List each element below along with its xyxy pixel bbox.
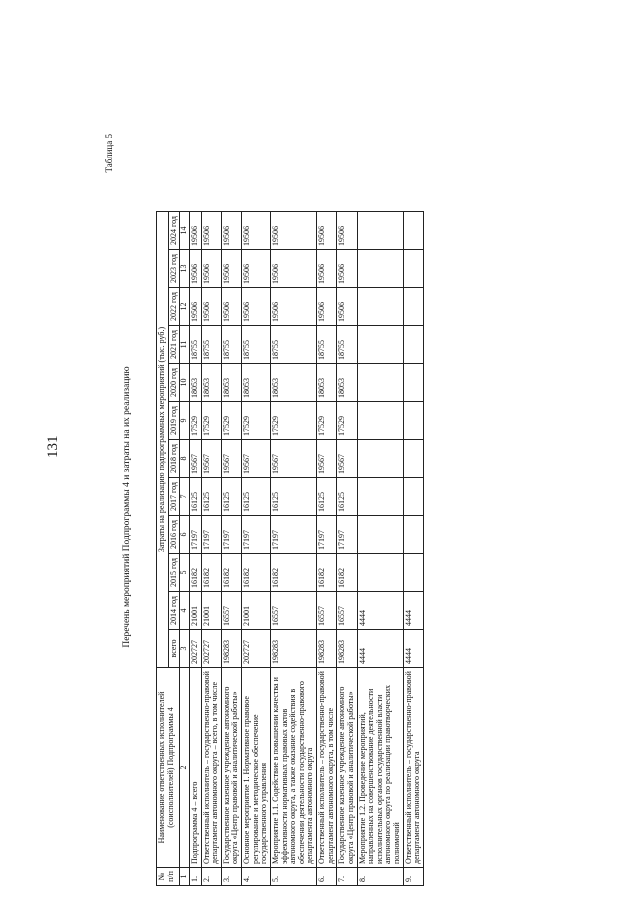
row-name: Мероприятие 1.1. Содействие в повышении качества и эффективности нормативных правовых актов автономного округа, а также оказание содействия в обеспечении деятельности государственно-правового департамента автономного округа: [270, 668, 316, 868]
row-year-value: 17197: [221, 516, 241, 554]
row-year-value: 19567: [189, 440, 201, 478]
row-year-value: [357, 478, 403, 516]
table-label: Таблица 5: [104, 134, 114, 173]
header-total: всего: [168, 630, 180, 668]
row-total-value: 198283: [221, 630, 241, 668]
row-year-value: 19506: [270, 250, 316, 288]
row-year-value: [357, 516, 403, 554]
row-year-value: [357, 554, 403, 592]
row-year-value: 18755: [270, 326, 316, 364]
row-year-value: [357, 326, 403, 364]
row-year-value: 17529: [189, 402, 201, 440]
column-number: 7: [180, 478, 190, 516]
row-number: 2.: [201, 868, 221, 886]
row-year-value: 18053: [317, 364, 337, 402]
row-year-value: 19506: [242, 288, 271, 326]
row-year-value: [403, 250, 423, 288]
row-year-value: 17529: [317, 402, 337, 440]
row-year-value: 17197: [337, 516, 357, 554]
row-total-value: 202727: [201, 630, 221, 668]
row-total-value: 202727: [242, 630, 271, 668]
row-year-value: 17197: [189, 516, 201, 554]
row-year-value: 16182: [242, 554, 271, 592]
row-number: 9.: [403, 868, 423, 886]
row-year-value: [403, 364, 423, 402]
row-year-value: 17197: [317, 516, 337, 554]
table-row: [242, 212, 271, 886]
header-name: Наименование ответственных исполнителей (соисполнителей) Подпрограммы 4: [157, 668, 180, 868]
row-year-value: [357, 212, 403, 250]
row-year-value: 16557: [337, 592, 357, 630]
row-year-value: [403, 326, 423, 364]
row-year-value: 16125: [242, 478, 271, 516]
row-year-value: 19567: [337, 440, 357, 478]
row-year-value: 18755: [201, 326, 221, 364]
header-year: 2014 год: [168, 592, 180, 630]
row-year-value: [403, 516, 423, 554]
row-number: 1.: [189, 868, 201, 886]
row-year-value: 16125: [270, 478, 316, 516]
row-total-value: 198283: [337, 630, 357, 668]
row-year-value: 18053: [242, 364, 271, 402]
row-name: Государственное казенное учреждение автономного округа «Центр правовой и аналитической работы»: [221, 668, 241, 868]
row-year-value: [403, 288, 423, 326]
header-year: 2024 год: [168, 212, 180, 250]
table-row: [317, 212, 337, 886]
row-year-value: 18755: [242, 326, 271, 364]
row-year-value: 19506: [221, 288, 241, 326]
row-year-value: 16182: [201, 554, 221, 592]
row-year-value: 19506: [189, 288, 201, 326]
header-year: 2021 год: [168, 326, 180, 364]
row-year-value: 4444: [403, 592, 423, 630]
row-year-value: [357, 440, 403, 478]
row-year-value: 21001: [189, 592, 201, 630]
column-number: 9: [180, 402, 190, 440]
row-year-value: 19567: [270, 440, 316, 478]
row-year-value: 16125: [337, 478, 357, 516]
row-year-value: 17197: [201, 516, 221, 554]
document-page-rotated: [104, 122, 544, 892]
column-number: 5: [180, 554, 190, 592]
row-year-value: 16557: [221, 592, 241, 630]
row-total-value: 198283: [270, 630, 316, 668]
row-year-value: [403, 212, 423, 250]
row-year-value: 21001: [201, 592, 221, 630]
column-number: 3: [180, 630, 190, 668]
row-year-value: 17529: [270, 402, 316, 440]
table-row: [357, 212, 403, 886]
row-year-value: 16182: [270, 554, 316, 592]
row-year-value: [403, 478, 423, 516]
row-year-value: 16557: [317, 592, 337, 630]
row-year-value: 18755: [221, 326, 241, 364]
column-number: 1: [180, 868, 190, 886]
row-year-value: 19506: [242, 250, 271, 288]
row-year-value: 17197: [242, 516, 271, 554]
row-year-value: 18755: [337, 326, 357, 364]
row-name: Ответственный исполнитель – государственно-правовой департамент автономного округа, в том числе: [317, 668, 337, 868]
column-number-row: [180, 212, 190, 886]
row-year-value: 19506: [189, 250, 201, 288]
table-row: [221, 212, 241, 886]
header-num: № п/п: [157, 868, 180, 886]
row-year-value: 19506: [242, 212, 271, 250]
table-row: [201, 212, 221, 886]
row-year-value: [403, 554, 423, 592]
row-year-value: [357, 288, 403, 326]
column-number: 13: [180, 250, 190, 288]
row-year-value: 16182: [221, 554, 241, 592]
row-total-value: 202727: [189, 630, 201, 668]
row-year-value: 18053: [221, 364, 241, 402]
row-name: Ответственный исполнитель – государственно-правовой департамент автономного округа: [403, 668, 423, 868]
row-year-value: 16182: [317, 554, 337, 592]
row-year-value: 19506: [317, 250, 337, 288]
row-year-value: 19506: [221, 250, 241, 288]
table-row: [189, 212, 201, 886]
row-year-value: 18053: [270, 364, 316, 402]
row-year-value: 19506: [317, 212, 337, 250]
row-name: Подпрограмма 4 – всего: [189, 668, 201, 868]
header-row-top: [157, 212, 169, 886]
row-total-value: 4444: [403, 630, 423, 668]
column-number: 8: [180, 440, 190, 478]
row-year-value: 19506: [201, 250, 221, 288]
row-year-value: 19506: [221, 212, 241, 250]
column-number: 10: [180, 364, 190, 402]
row-year-value: 17529: [201, 402, 221, 440]
row-year-value: 19506: [270, 212, 316, 250]
row-year-value: 16557: [270, 592, 316, 630]
header-year: 2020 год: [168, 364, 180, 402]
header-year: 2019 год: [168, 402, 180, 440]
row-year-value: 4444: [357, 592, 403, 630]
row-year-value: 19506: [201, 288, 221, 326]
header-year: 2017 год: [168, 478, 180, 516]
row-year-value: 17529: [221, 402, 241, 440]
costs-table: [156, 211, 424, 886]
row-year-value: 19567: [317, 440, 337, 478]
row-year-value: 18053: [201, 364, 221, 402]
row-total-value: 198283: [317, 630, 337, 668]
table-row: [270, 212, 316, 886]
row-year-value: 19567: [242, 440, 271, 478]
row-total-value: 4444: [357, 630, 403, 668]
row-year-value: 19506: [270, 288, 316, 326]
row-year-value: 17529: [242, 402, 271, 440]
page-number: 131: [45, 435, 61, 458]
row-year-value: [403, 402, 423, 440]
table-row: [403, 212, 423, 886]
row-year-value: 17197: [270, 516, 316, 554]
row-name: Мероприятие 1.2. Проведение мероприятий, направленных на совершенствование деятельности исполнительных органов государственной власти автономного округа по реализации правотворческих полномочий: [357, 668, 403, 868]
row-number: 4.: [242, 868, 271, 886]
row-name: Ответственный исполнитель – государственно-правовой департамент автономного округа – всего, в том числе: [201, 668, 221, 868]
header-costs: Затраты на реализацию подпрограммных мероприятий (тыс. руб.): [157, 212, 169, 668]
header-year: 2016 год: [168, 516, 180, 554]
row-year-value: 19567: [221, 440, 241, 478]
column-number: 12: [180, 288, 190, 326]
row-year-value: 18053: [337, 364, 357, 402]
row-number: 8.: [357, 868, 403, 886]
row-year-value: [403, 440, 423, 478]
column-number: 6: [180, 516, 190, 554]
header-year: 2018 год: [168, 440, 180, 478]
row-name: Государственное казенное учреждение автономного округа «Центр правовой и аналитической работы»: [337, 668, 357, 868]
row-year-value: [357, 250, 403, 288]
header-year: 2022 год: [168, 288, 180, 326]
row-year-value: 16125: [221, 478, 241, 516]
column-number: 2: [180, 668, 190, 868]
row-name: Основное мероприятие 1. Нормативное правовое регулирование и методическое обеспечение государственного управления: [242, 668, 271, 868]
column-number: 14: [180, 212, 190, 250]
row-year-value: 16182: [189, 554, 201, 592]
row-year-value: 19506: [189, 212, 201, 250]
row-number: 7.: [337, 868, 357, 886]
column-number: 4: [180, 592, 190, 630]
row-year-value: 18053: [189, 364, 201, 402]
row-year-value: 19506: [337, 288, 357, 326]
row-year-value: 17529: [337, 402, 357, 440]
row-year-value: 18755: [317, 326, 337, 364]
row-year-value: 19506: [337, 212, 357, 250]
row-number: 6.: [317, 868, 337, 886]
row-year-value: 21001: [242, 592, 271, 630]
document-title: Перечень мероприятий Подпрограммы 4 и затраты на их реализацию: [122, 366, 132, 648]
row-year-value: 19506: [337, 250, 357, 288]
row-year-value: [357, 364, 403, 402]
header-year: 2023 год: [168, 250, 180, 288]
table-row: [337, 212, 357, 886]
row-year-value: 19506: [317, 288, 337, 326]
row-year-value: 16125: [317, 478, 337, 516]
row-year-value: 19567: [201, 440, 221, 478]
row-year-value: 19506: [201, 212, 221, 250]
row-year-value: 16182: [337, 554, 357, 592]
row-year-value: 16125: [189, 478, 201, 516]
row-year-value: 16125: [201, 478, 221, 516]
row-year-value: 18755: [189, 326, 201, 364]
row-year-value: [357, 402, 403, 440]
row-number: 3.: [221, 868, 241, 886]
column-number: 11: [180, 326, 190, 364]
table-body: [189, 212, 423, 886]
header-year: 2015 год: [168, 554, 180, 592]
row-number: 5.: [270, 868, 316, 886]
